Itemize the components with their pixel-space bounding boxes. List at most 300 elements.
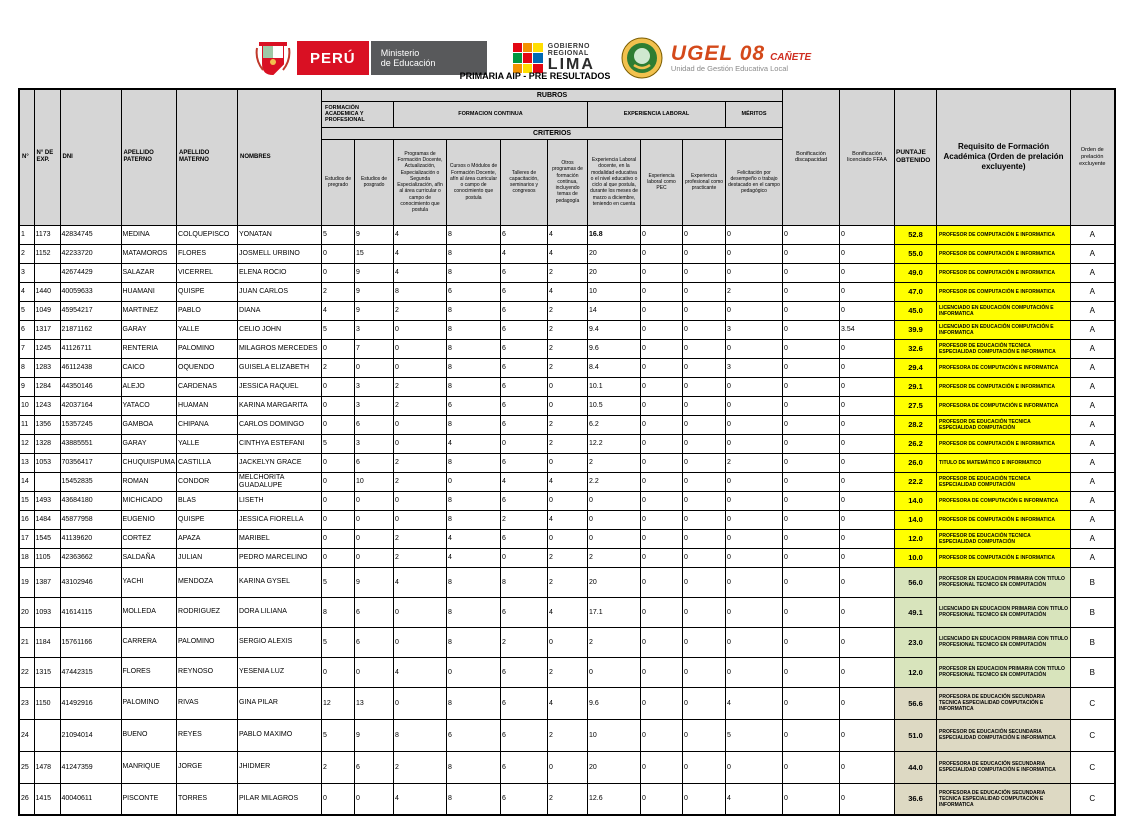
cell-apellido-paterno: BUENO: [121, 719, 177, 751]
cell-score-7: 10: [588, 282, 641, 301]
cell-dni: 44350146: [60, 377, 121, 396]
cell-numero: 1: [19, 225, 34, 244]
cell-score-10: 0: [726, 339, 783, 358]
cell-score-4: 0: [447, 472, 501, 491]
cell-apellido-materno: PABLO: [177, 301, 238, 320]
cell-score-3: 0: [394, 510, 447, 529]
criterion-header-6: Otros programas de formación continua, incluyendo temas de pedagogía: [548, 139, 588, 225]
table-row: [19, 244, 1115, 263]
col-header-n-de-exp: N° DE EXP.: [34, 89, 60, 225]
cell-score-4: 8: [447, 358, 501, 377]
cell-score-5: 6: [501, 491, 548, 510]
cell-score-4: 8: [447, 491, 501, 510]
results-table: [18, 88, 1116, 816]
cell-requisito: PROFESORA DE COMPUTACIÓN E INFORMATICA: [937, 491, 1071, 510]
cell-apellido-materno: BLAS: [177, 491, 238, 510]
cell-score-3: 4: [394, 657, 447, 687]
cell-score-9: 0: [683, 377, 726, 396]
cell-puntaje: 56.0: [895, 567, 937, 597]
cell-score-2: 9: [355, 225, 394, 244]
cell-score-12: 0: [840, 491, 895, 510]
cell-orden: C: [1071, 783, 1115, 815]
cell-orden: B: [1071, 627, 1115, 657]
cell-score-12: 0: [840, 282, 895, 301]
group-header-formacion-continua: FORMACION CONTINUA: [394, 101, 588, 127]
cell-score-3: 2: [394, 751, 447, 783]
cell-orden: A: [1071, 415, 1115, 434]
cell-score-1: 0: [322, 377, 355, 396]
cell-score-4: 6: [447, 719, 501, 751]
cell-score-2: 13: [355, 687, 394, 719]
cell-score-2: 3: [355, 320, 394, 339]
cell-apellido-materno: CARDENAS: [177, 377, 238, 396]
cell-puntaje: 10.0: [895, 548, 937, 567]
cell-puntaje: 29.1: [895, 377, 937, 396]
cell-numero: 10: [19, 396, 34, 415]
cell-score-7: 6.2: [588, 415, 641, 434]
cell-score-8: 0: [641, 244, 683, 263]
cell-score-3: 0: [394, 339, 447, 358]
cell-apellido-paterno: RENTERIA: [121, 339, 177, 358]
cell-score-2: 6: [355, 415, 394, 434]
gobierno-regional-mosaic-icon: [513, 43, 543, 73]
cell-score-9: 0: [683, 751, 726, 783]
cell-score-12: 0: [840, 529, 895, 548]
cell-dni: 43885551: [60, 434, 121, 453]
cell-dni: 41247359: [60, 751, 121, 783]
cell-score-3: 2: [394, 529, 447, 548]
cell-score-12: 0: [840, 453, 895, 472]
gobierno-line2: REGIONAL: [547, 50, 589, 57]
cell-score-9: 0: [683, 687, 726, 719]
cell-score-10: 0: [726, 244, 783, 263]
cell-numero: 26: [19, 783, 34, 815]
table-row: [19, 657, 1115, 687]
cell-score-5: 6: [501, 225, 548, 244]
cell-score-2: 0: [355, 657, 394, 687]
cell-score-1: 5: [322, 320, 355, 339]
gobierno-lima: LIMA: [547, 56, 595, 73]
cell-dni: 41139620: [60, 529, 121, 548]
cell-score-9: 0: [683, 529, 726, 548]
cell-numero: 14: [19, 472, 34, 491]
cell-apellido-paterno: ALEJO: [121, 377, 177, 396]
table-row: [19, 320, 1115, 339]
cell-score-11: 0: [783, 244, 840, 263]
cell-score-6: 0: [548, 529, 588, 548]
cell-score-6: 2: [548, 263, 588, 282]
cell-score-8: 0: [641, 548, 683, 567]
cell-expediente: 1315: [34, 657, 60, 687]
cell-score-3: 0: [394, 687, 447, 719]
cell-apellido-paterno: GARAY: [121, 320, 177, 339]
cell-score-12: 0: [840, 627, 895, 657]
table-row: [19, 396, 1115, 415]
cell-numero: 15: [19, 491, 34, 510]
cell-score-12: 0: [840, 244, 895, 263]
cell-score-3: 4: [394, 783, 447, 815]
cell-orden: A: [1071, 548, 1115, 567]
cell-apellido-paterno: MOLLEDA: [121, 597, 177, 627]
cell-score-1: 5: [322, 567, 355, 597]
cell-score-12: 3.54: [840, 320, 895, 339]
cell-score-11: 0: [783, 339, 840, 358]
cell-expediente: [34, 472, 60, 491]
page-title: PRIMARIA AIP - PRE RESULTADOS: [459, 71, 611, 81]
cell-requisito: PROFESOR EN EDUCACION PRIMARIA CON TITULO PROFESIONAL TECNICO EN COMPUTACIÓN: [937, 657, 1071, 687]
cell-score-2: 0: [355, 783, 394, 815]
cell-score-6: 2: [548, 320, 588, 339]
cell-expediente: 1328: [34, 434, 60, 453]
cell-score-7: 8.4: [588, 358, 641, 377]
cell-numero: 13: [19, 453, 34, 472]
cell-puntaje: 14.0: [895, 510, 937, 529]
cell-score-11: 0: [783, 567, 840, 597]
criterion-header-8: Experiencia laboral como PEC: [641, 139, 683, 225]
cell-puntaje: 32.6: [895, 339, 937, 358]
cell-score-6: 2: [548, 434, 588, 453]
cell-score-12: 0: [840, 510, 895, 529]
cell-score-10: 4: [726, 783, 783, 815]
cell-score-11: 0: [783, 597, 840, 627]
cell-score-11: 0: [783, 415, 840, 434]
cell-score-1: 0: [322, 263, 355, 282]
cell-score-2: 9: [355, 282, 394, 301]
cell-score-10: 3: [726, 320, 783, 339]
cell-score-8: 0: [641, 377, 683, 396]
cell-apellido-materno: RODRIGUEZ: [177, 597, 238, 627]
cell-score-6: 2: [548, 657, 588, 687]
cell-numero: 22: [19, 657, 34, 687]
cell-apellido-paterno: CAICO: [121, 358, 177, 377]
cell-score-8: 0: [641, 415, 683, 434]
col-header-puntaje-obtenido: PUNTAJE OBTENIDO: [895, 89, 937, 225]
cell-score-8: 0: [641, 472, 683, 491]
cell-score-1: 0: [322, 339, 355, 358]
cell-score-8: 0: [641, 719, 683, 751]
cell-apellido-materno: JULIAN: [177, 548, 238, 567]
cell-nombres: CINTHYA ESTEFANI: [238, 434, 322, 453]
cell-expediente: 1105: [34, 548, 60, 567]
cell-score-5: 6: [501, 453, 548, 472]
cell-score-6: 4: [548, 472, 588, 491]
cell-score-4: 8: [447, 597, 501, 627]
cell-score-8: 0: [641, 657, 683, 687]
cell-dni: 46112438: [60, 358, 121, 377]
cell-requisito: PROFESOR DE COMPUTACIÓN E INFORMATICA: [937, 225, 1071, 244]
cell-score-5: 6: [501, 751, 548, 783]
cell-score-10: 0: [726, 657, 783, 687]
cell-score-1: 5: [322, 627, 355, 657]
cell-score-9: 0: [683, 225, 726, 244]
cell-score-4: 6: [447, 396, 501, 415]
cell-expediente: 1245: [34, 339, 60, 358]
cell-score-5: 6: [501, 687, 548, 719]
cell-score-5: 6: [501, 783, 548, 815]
cell-score-1: 8: [322, 597, 355, 627]
cell-expediente: 1150: [34, 687, 60, 719]
gobierno-line1: GOBIERNO: [547, 43, 590, 50]
cell-apellido-paterno: MANRIQUE: [121, 751, 177, 783]
cell-requisito: TITULO DE MATEMÁTICO E INFORMATICO: [937, 453, 1071, 472]
cell-score-5: 0: [501, 548, 548, 567]
cell-dni: 45877958: [60, 510, 121, 529]
cell-score-12: 0: [840, 657, 895, 687]
cell-score-11: 0: [783, 491, 840, 510]
cell-score-9: 0: [683, 434, 726, 453]
cell-score-7: 12.6: [588, 783, 641, 815]
cell-dni: 45954217: [60, 301, 121, 320]
cell-score-10: 5: [726, 719, 783, 751]
cell-nombres: KARINA MARGARITA: [238, 396, 322, 415]
cell-numero: 6: [19, 320, 34, 339]
cell-requisito: PROFESORA DE EDUCACIÓN SECUNDARIA TECNICA ESPECIALIDAD COMPUTACIÓN E INFORMATICA: [937, 783, 1071, 815]
cell-orden: A: [1071, 453, 1115, 472]
cell-score-5: 6: [501, 377, 548, 396]
cell-numero: 19: [19, 567, 34, 597]
cell-puntaje: 47.0: [895, 282, 937, 301]
cell-orden: A: [1071, 491, 1115, 510]
cell-score-8: 0: [641, 783, 683, 815]
cell-score-12: 0: [840, 377, 895, 396]
cell-score-5: 6: [501, 358, 548, 377]
cell-score-2: 0: [355, 529, 394, 548]
cell-score-10: 0: [726, 597, 783, 627]
cell-apellido-paterno: CORTEZ: [121, 529, 177, 548]
cell-apellido-paterno: GARAY: [121, 434, 177, 453]
ugel-title: UGEL 08: [670, 42, 766, 66]
cell-score-4: 8: [447, 510, 501, 529]
criterion-header-10: Felicitación por desempeño o trabajo destacado en el campo pedagógico: [726, 139, 783, 225]
cell-score-11: 0: [783, 301, 840, 320]
cell-nombres: CARLOS DOMINGO: [238, 415, 322, 434]
cell-apellido-materno: QUISPE: [177, 282, 238, 301]
cell-expediente: 1243: [34, 396, 60, 415]
cell-score-1: 0: [322, 491, 355, 510]
cell-score-9: 0: [683, 339, 726, 358]
cell-requisito: PROFESOR DE EDUCACIÓN TECNICA ESPECIALIDAD COMPUTACIÓN: [937, 529, 1071, 548]
cell-score-6: 2: [548, 719, 588, 751]
cell-score-2: 15: [355, 244, 394, 263]
cell-nombres: CELIO JOHN: [238, 320, 322, 339]
cell-score-6: 0: [548, 627, 588, 657]
cell-apellido-materno: PALOMINO: [177, 339, 238, 358]
cell-score-10: 0: [726, 567, 783, 597]
cell-score-3: 8: [394, 719, 447, 751]
cell-score-3: 2: [394, 301, 447, 320]
cell-orden: A: [1071, 263, 1115, 282]
cell-score-4: 8: [447, 567, 501, 597]
col-header-apellido-paterno: APELLIDO PATERNO: [121, 89, 177, 225]
cell-score-2: 10: [355, 472, 394, 491]
col-header-orden-prelacion: Orden de prelación excluyente: [1071, 89, 1115, 225]
cell-score-2: 9: [355, 301, 394, 320]
cell-apellido-paterno: SALAZAR: [121, 263, 177, 282]
cell-numero: 2: [19, 244, 34, 263]
cell-nombres: MARIBEL: [238, 529, 322, 548]
col-header-requisito-formacion: Requisito de Formación Académica (Orden de prelación excluyente): [937, 89, 1071, 225]
cell-score-6: 2: [548, 301, 588, 320]
cell-score-8: 0: [641, 529, 683, 548]
cell-score-1: 0: [322, 415, 355, 434]
cell-expediente: 1284: [34, 377, 60, 396]
cell-score-5: 0: [501, 434, 548, 453]
col-header-apellido-materno: APELLIDO MATERNO: [177, 89, 238, 225]
cell-puntaje: 14.0: [895, 491, 937, 510]
cell-score-5: 6: [501, 339, 548, 358]
cell-apellido-paterno: CHUQUISPUMA: [121, 453, 177, 472]
cell-expediente: 1356: [34, 415, 60, 434]
cell-score-7: 2: [588, 548, 641, 567]
cell-nombres: GINA PILAR: [238, 687, 322, 719]
cell-score-5: 8: [501, 567, 548, 597]
cell-score-12: 0: [840, 719, 895, 751]
cell-score-6: 2: [548, 548, 588, 567]
cell-score-7: 20: [588, 567, 641, 597]
criterion-header-3: Programas de Formación Docente, Actualización, Especialización o Segunda Especialización, afín al área curricular o campo de conocimiento que postula: [394, 139, 447, 225]
cell-score-8: 0: [641, 510, 683, 529]
cell-score-10: 0: [726, 529, 783, 548]
ugel-suffix: CAÑETE: [770, 52, 812, 64]
cell-score-10: 0: [726, 377, 783, 396]
cell-numero: 5: [19, 301, 34, 320]
cell-score-7: 14: [588, 301, 641, 320]
cell-score-11: 0: [783, 627, 840, 657]
cell-numero: 18: [19, 548, 34, 567]
table-row: [19, 453, 1115, 472]
cell-apellido-materno: PALOMINO: [177, 627, 238, 657]
cell-score-3: 0: [394, 320, 447, 339]
cell-score-12: 0: [840, 687, 895, 719]
cell-score-9: 0: [683, 263, 726, 282]
cell-dni: 41126711: [60, 339, 121, 358]
cell-expediente: 1053: [34, 453, 60, 472]
cell-dni: 42037164: [60, 396, 121, 415]
cell-requisito: PROFESOR DE EDUCACIÓN TECNICA ESPECIALIDAD COMPUTACIÓN: [937, 415, 1071, 434]
cell-score-5: 6: [501, 529, 548, 548]
cell-requisito: PROFESORA DE COMPUTACIÓN E INFORMATICA: [937, 396, 1071, 415]
cell-score-10: 0: [726, 415, 783, 434]
results-table-wrap: [18, 88, 1116, 816]
table-row: [19, 687, 1115, 719]
cell-expediente: 1317: [34, 320, 60, 339]
cell-score-1: 5: [322, 225, 355, 244]
cell-score-12: 0: [840, 597, 895, 627]
cell-score-11: 0: [783, 510, 840, 529]
cell-nombres: JACKELYN GRACE: [238, 453, 322, 472]
cell-expediente: 1440: [34, 282, 60, 301]
cell-score-11: 0: [783, 358, 840, 377]
cell-apellido-paterno: PISCONTE: [121, 783, 177, 815]
cell-requisito: LICENCIADO EN EDUCACIÓN COMPUTACIÓN E INFORMATICA: [937, 301, 1071, 320]
cell-score-2: 9: [355, 263, 394, 282]
cell-score-9: 0: [683, 491, 726, 510]
cell-puntaje: 36.6: [895, 783, 937, 815]
cell-apellido-paterno: SALDAÑA: [121, 548, 177, 567]
cell-score-6: 2: [548, 567, 588, 597]
cell-orden: C: [1071, 719, 1115, 751]
cell-apellido-materno: COLQUEPISCO: [177, 225, 238, 244]
cell-apellido-paterno: EUGENIO: [121, 510, 177, 529]
cell-nombres: JESSICA RAQUEL: [238, 377, 322, 396]
peru-logo-group: [253, 41, 487, 75]
cell-score-9: 0: [683, 719, 726, 751]
cell-score-9: 0: [683, 548, 726, 567]
cell-nombres: PABLO MAXIMO: [238, 719, 322, 751]
col-header-bonificacion-ffaa: Bonificación licenciado FFAA: [840, 89, 895, 225]
cell-score-5: 6: [501, 415, 548, 434]
cell-score-8: 0: [641, 491, 683, 510]
cell-score-8: 0: [641, 358, 683, 377]
cell-expediente: 1387: [34, 567, 60, 597]
table-row: [19, 548, 1115, 567]
table-row: [19, 529, 1115, 548]
cell-score-6: 2: [548, 783, 588, 815]
cell-puntaje: 26.0: [895, 453, 937, 472]
cell-score-9: 0: [683, 320, 726, 339]
cell-score-11: 0: [783, 472, 840, 491]
cell-score-3: 2: [394, 396, 447, 415]
cell-puntaje: 52.8: [895, 225, 937, 244]
criterion-header-5: Talleres de capacitación, seminarios y congresos: [501, 139, 548, 225]
cell-score-4: 8: [447, 453, 501, 472]
cell-nombres: GUISELA ELIZABETH: [238, 358, 322, 377]
cell-score-12: 0: [840, 301, 895, 320]
cell-score-12: 0: [840, 472, 895, 491]
cell-orden: B: [1071, 597, 1115, 627]
cell-numero: 25: [19, 751, 34, 783]
cell-score-11: 0: [783, 657, 840, 687]
cell-dni: 41492916: [60, 687, 121, 719]
cell-orden: A: [1071, 282, 1115, 301]
cell-apellido-materno: QUISPE: [177, 510, 238, 529]
table-row: [19, 415, 1115, 434]
cell-score-6: 4: [548, 597, 588, 627]
ministry-logo: [369, 41, 487, 75]
rubros-band-header: RUBROS: [322, 89, 783, 101]
cell-score-11: 0: [783, 687, 840, 719]
cell-score-10: 0: [726, 751, 783, 783]
cell-score-2: 3: [355, 396, 394, 415]
cell-score-10: 0: [726, 548, 783, 567]
cell-score-10: 0: [726, 396, 783, 415]
cell-apellido-paterno: GAMBOA: [121, 415, 177, 434]
cell-score-3: 4: [394, 244, 447, 263]
table-row: [19, 510, 1115, 529]
cell-score-7: 17.1: [588, 597, 641, 627]
cell-score-7: 0: [588, 657, 641, 687]
cell-score-12: 0: [840, 783, 895, 815]
cell-dni: 21871162: [60, 320, 121, 339]
cell-numero: 17: [19, 529, 34, 548]
cell-requisito: PROFESOR EN EDUCACION PRIMARIA CON TITULO PROFESIONAL TECNICO EN COMPUTACIÓN: [937, 567, 1071, 597]
cell-expediente: 1173: [34, 225, 60, 244]
cell-score-3: 4: [394, 263, 447, 282]
cell-dni: 42363662: [60, 548, 121, 567]
cell-apellido-paterno: MICHICADO: [121, 491, 177, 510]
cell-score-8: 0: [641, 751, 683, 783]
cell-score-8: 0: [641, 282, 683, 301]
cell-expediente: 1152: [34, 244, 60, 263]
cell-nombres: MELCHORITA GUADALUPE: [238, 472, 322, 491]
cell-score-6: 0: [548, 751, 588, 783]
cell-score-3: 2: [394, 377, 447, 396]
cell-score-1: 0: [322, 783, 355, 815]
cell-numero: 8: [19, 358, 34, 377]
cell-expediente: 1049: [34, 301, 60, 320]
cell-score-2: 0: [355, 358, 394, 377]
cell-puntaje: 51.0: [895, 719, 937, 751]
